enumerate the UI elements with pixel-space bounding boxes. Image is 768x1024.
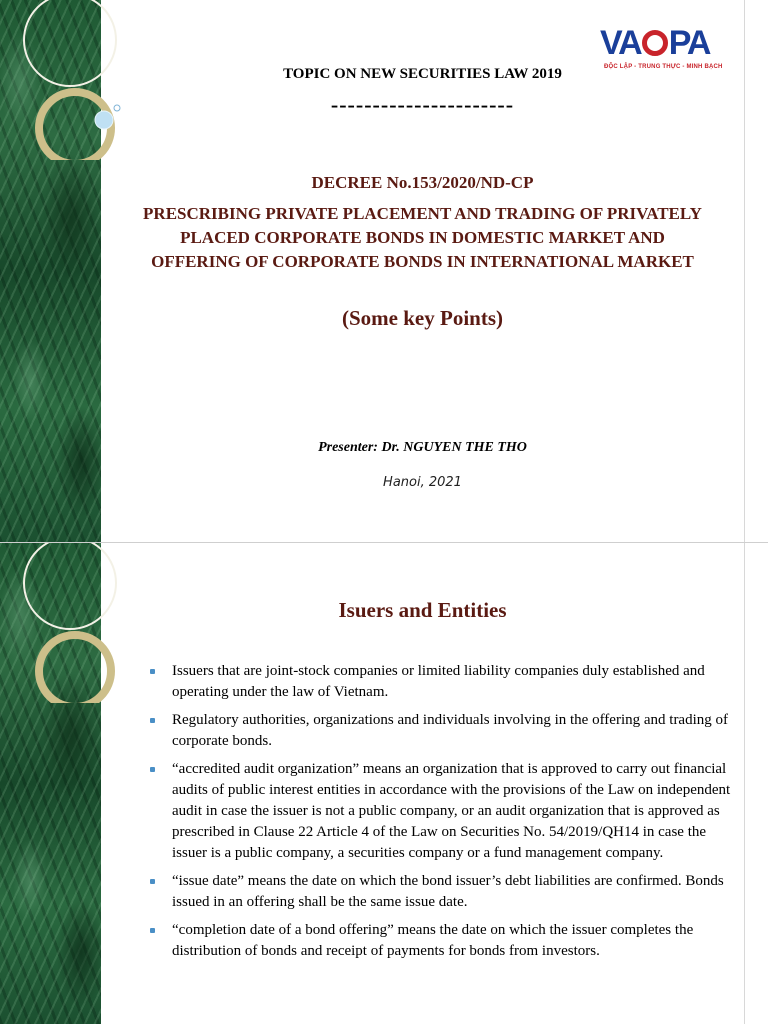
bullet-icon — [150, 879, 155, 884]
bullet-icon — [150, 669, 155, 674]
decree-number: DECREE No.153/2020/ND-CP — [311, 173, 534, 192]
content-slide — [0, 543, 768, 1024]
list-item: “completion date of a bond offering” means the date on which the issuer completes the distribution of bonds and receipt of payments for bonds from investors. — [148, 920, 732, 962]
dash-divider: ---------------------- — [330, 92, 515, 117]
list-item: “issue date” means the date on which the bond issuer’s debt liabilities are confirmed. Bonds issued in an offering shall be the same issue date. — [148, 871, 732, 913]
gold-rings-decoration — [0, 543, 140, 703]
right-rule — [744, 0, 745, 543]
topic-heading: TOPIC ON NEW SECURITIES LAW 2019 — [283, 66, 562, 82]
logo-emblem-icon — [642, 30, 668, 56]
place-year: Hanoi, 2021 — [383, 475, 462, 490]
slide-title: Isuers and Entities — [338, 598, 507, 622]
key-points-label: (Some key Points) — [342, 306, 503, 330]
right-rule — [744, 543, 745, 1024]
bullet-list — [148, 661, 732, 969]
list-item: Issuers that are joint-stock companies or limited liability companies duly established and operating under the law of Vietnam. — [148, 661, 732, 703]
bullet-icon — [150, 928, 155, 933]
bullet-icon — [150, 718, 155, 723]
decree-subject: PRESCRIBING PRIVATE PLACEMENT AND TRADING OF PRIVATELY PLACED CORPORATE BONDS IN DOMESTIC MARKET AND OFFERING OF CORPORATE BONDS IN INTERNATIONAL MARKET — [143, 204, 702, 271]
bullet-icon — [150, 767, 155, 772]
list-item: Regulatory authorities, organizations and individuals involving in the offering and trading of corporate bonds. — [148, 710, 732, 752]
presenter-line: Presenter: Dr. NGUYEN THE THO — [318, 440, 527, 455]
list-item: “accredited audit organization” means an organization that is approved to carry out financial audits of public interest entities in accordance with the provisions of the Law on independent audit in case the issuer is not a public company, or an audit organization that is approved as prescribed in Clause 22 Article 4 of the Law on Securities No. 54/2019/QH14 in case the issuer is a public company, a securities company or a fund management company. — [148, 759, 732, 864]
vacpa-logo: VA PA ĐỘC LẬP - TRUNG THỰC - MINH BẠCH — [600, 24, 723, 70]
